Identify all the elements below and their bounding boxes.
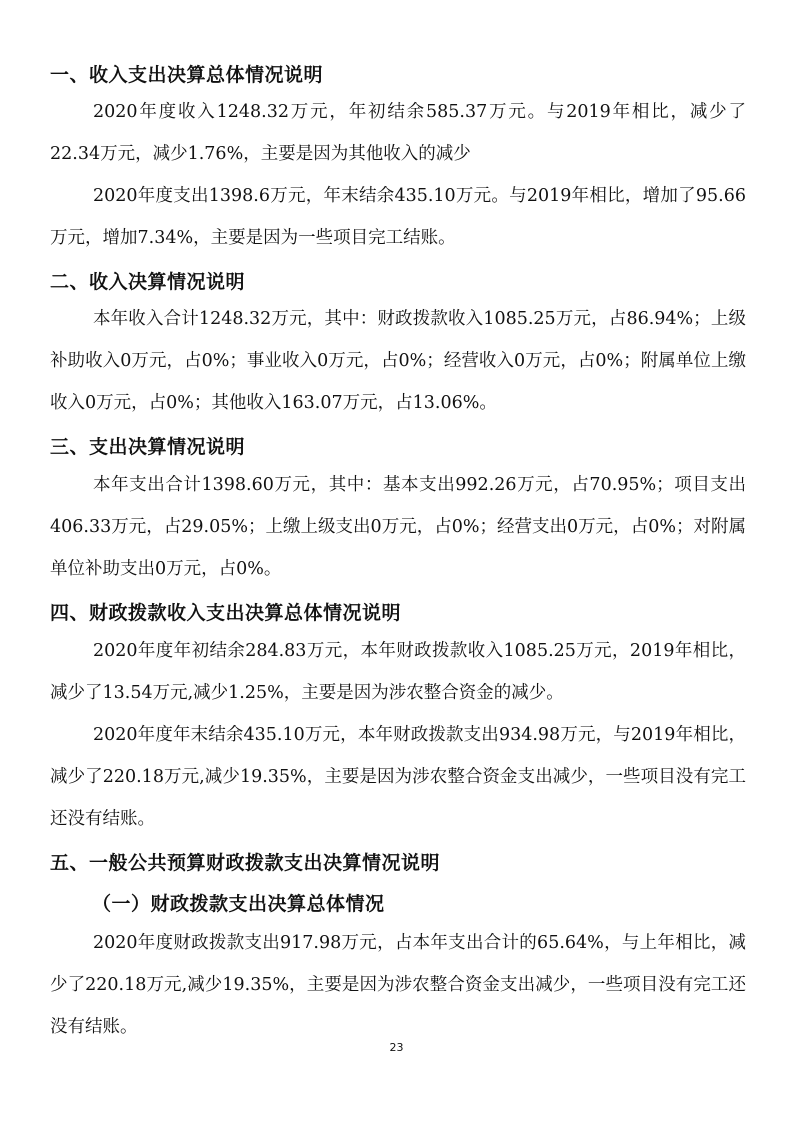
paragraph-4-1: 2020年度年初结余284.83万元，本年财政拨款收入1085.25万元，2019年相比，减少了13.54万元,减少1.25%，主要是因为涉农整合资金的减少。 [50, 641, 746, 703]
sub-heading-5-1: （一）财政拨款支出决算总体情况 [92, 893, 385, 915]
section-heading-5: 五、一般公共预算财政拨款支出决算情况说明 [50, 852, 441, 874]
paragraph-1-1: 2020年度收入1248.32万元，年初结余585.37万元。与2019年相比，减少了22.34万元，减少1.76%，主要是因为其他收入的减少 [50, 102, 746, 164]
section-heading-2: 二、收入决算情况说明 [50, 271, 246, 293]
paragraph-4-2: 2020年度年末结余435.10万元，本年财政拨款支出934.98万元，与2019年相比，减少了220.18万元,减少19.35%，主要是因为涉农整合资金支出减少，一些项目没有完工还没有结账。 [50, 725, 746, 829]
paragraph-5-1: 2020年度财政拨款支出917.98万元，占本年支出合计的65.64%，与上年相比，减少了220.18万元,减少19.35%，主要是因为涉农整合资金支出减少，一些项目没有完工还没有结账。 [50, 933, 746, 1037]
paragraph-3-1: 本年支出合计1398.60万元，其中：基本支出992.26万元，占70.95%；项目支出406.33万元，占29.05%；上缴上级支出0万元，占0%；经营支出0万元，占0%；对附属单位补助支出0万元，占0%。 [50, 475, 746, 579]
section-heading-3: 三、支出决算情况说明 [50, 436, 246, 458]
paragraph-2-1: 本年收入合计1248.32万元，其中：财政拨款收入1085.25万元，占86.94%；上级补助收入0万元，占0%；事业收入0万元，占0%；经营收入0万元，占0%；附属单位上缴收入0万元，占0%；其他收入163.07万元，占13.06%。 [50, 309, 746, 413]
section-heading-4: 四、财政拨款收入支出决算总体情况说明 [50, 602, 402, 624]
page-number: 23 [389, 1041, 404, 1054]
paragraph-1-2: 2020年度支出1398.6万元，年末结余435.10万元。与2019年相比，增加了95.66万元，增加7.34%，主要是因为一些项目完工结账。 [50, 186, 746, 248]
section-heading-1: 一、收入支出决算总体情况说明 [50, 64, 324, 86]
